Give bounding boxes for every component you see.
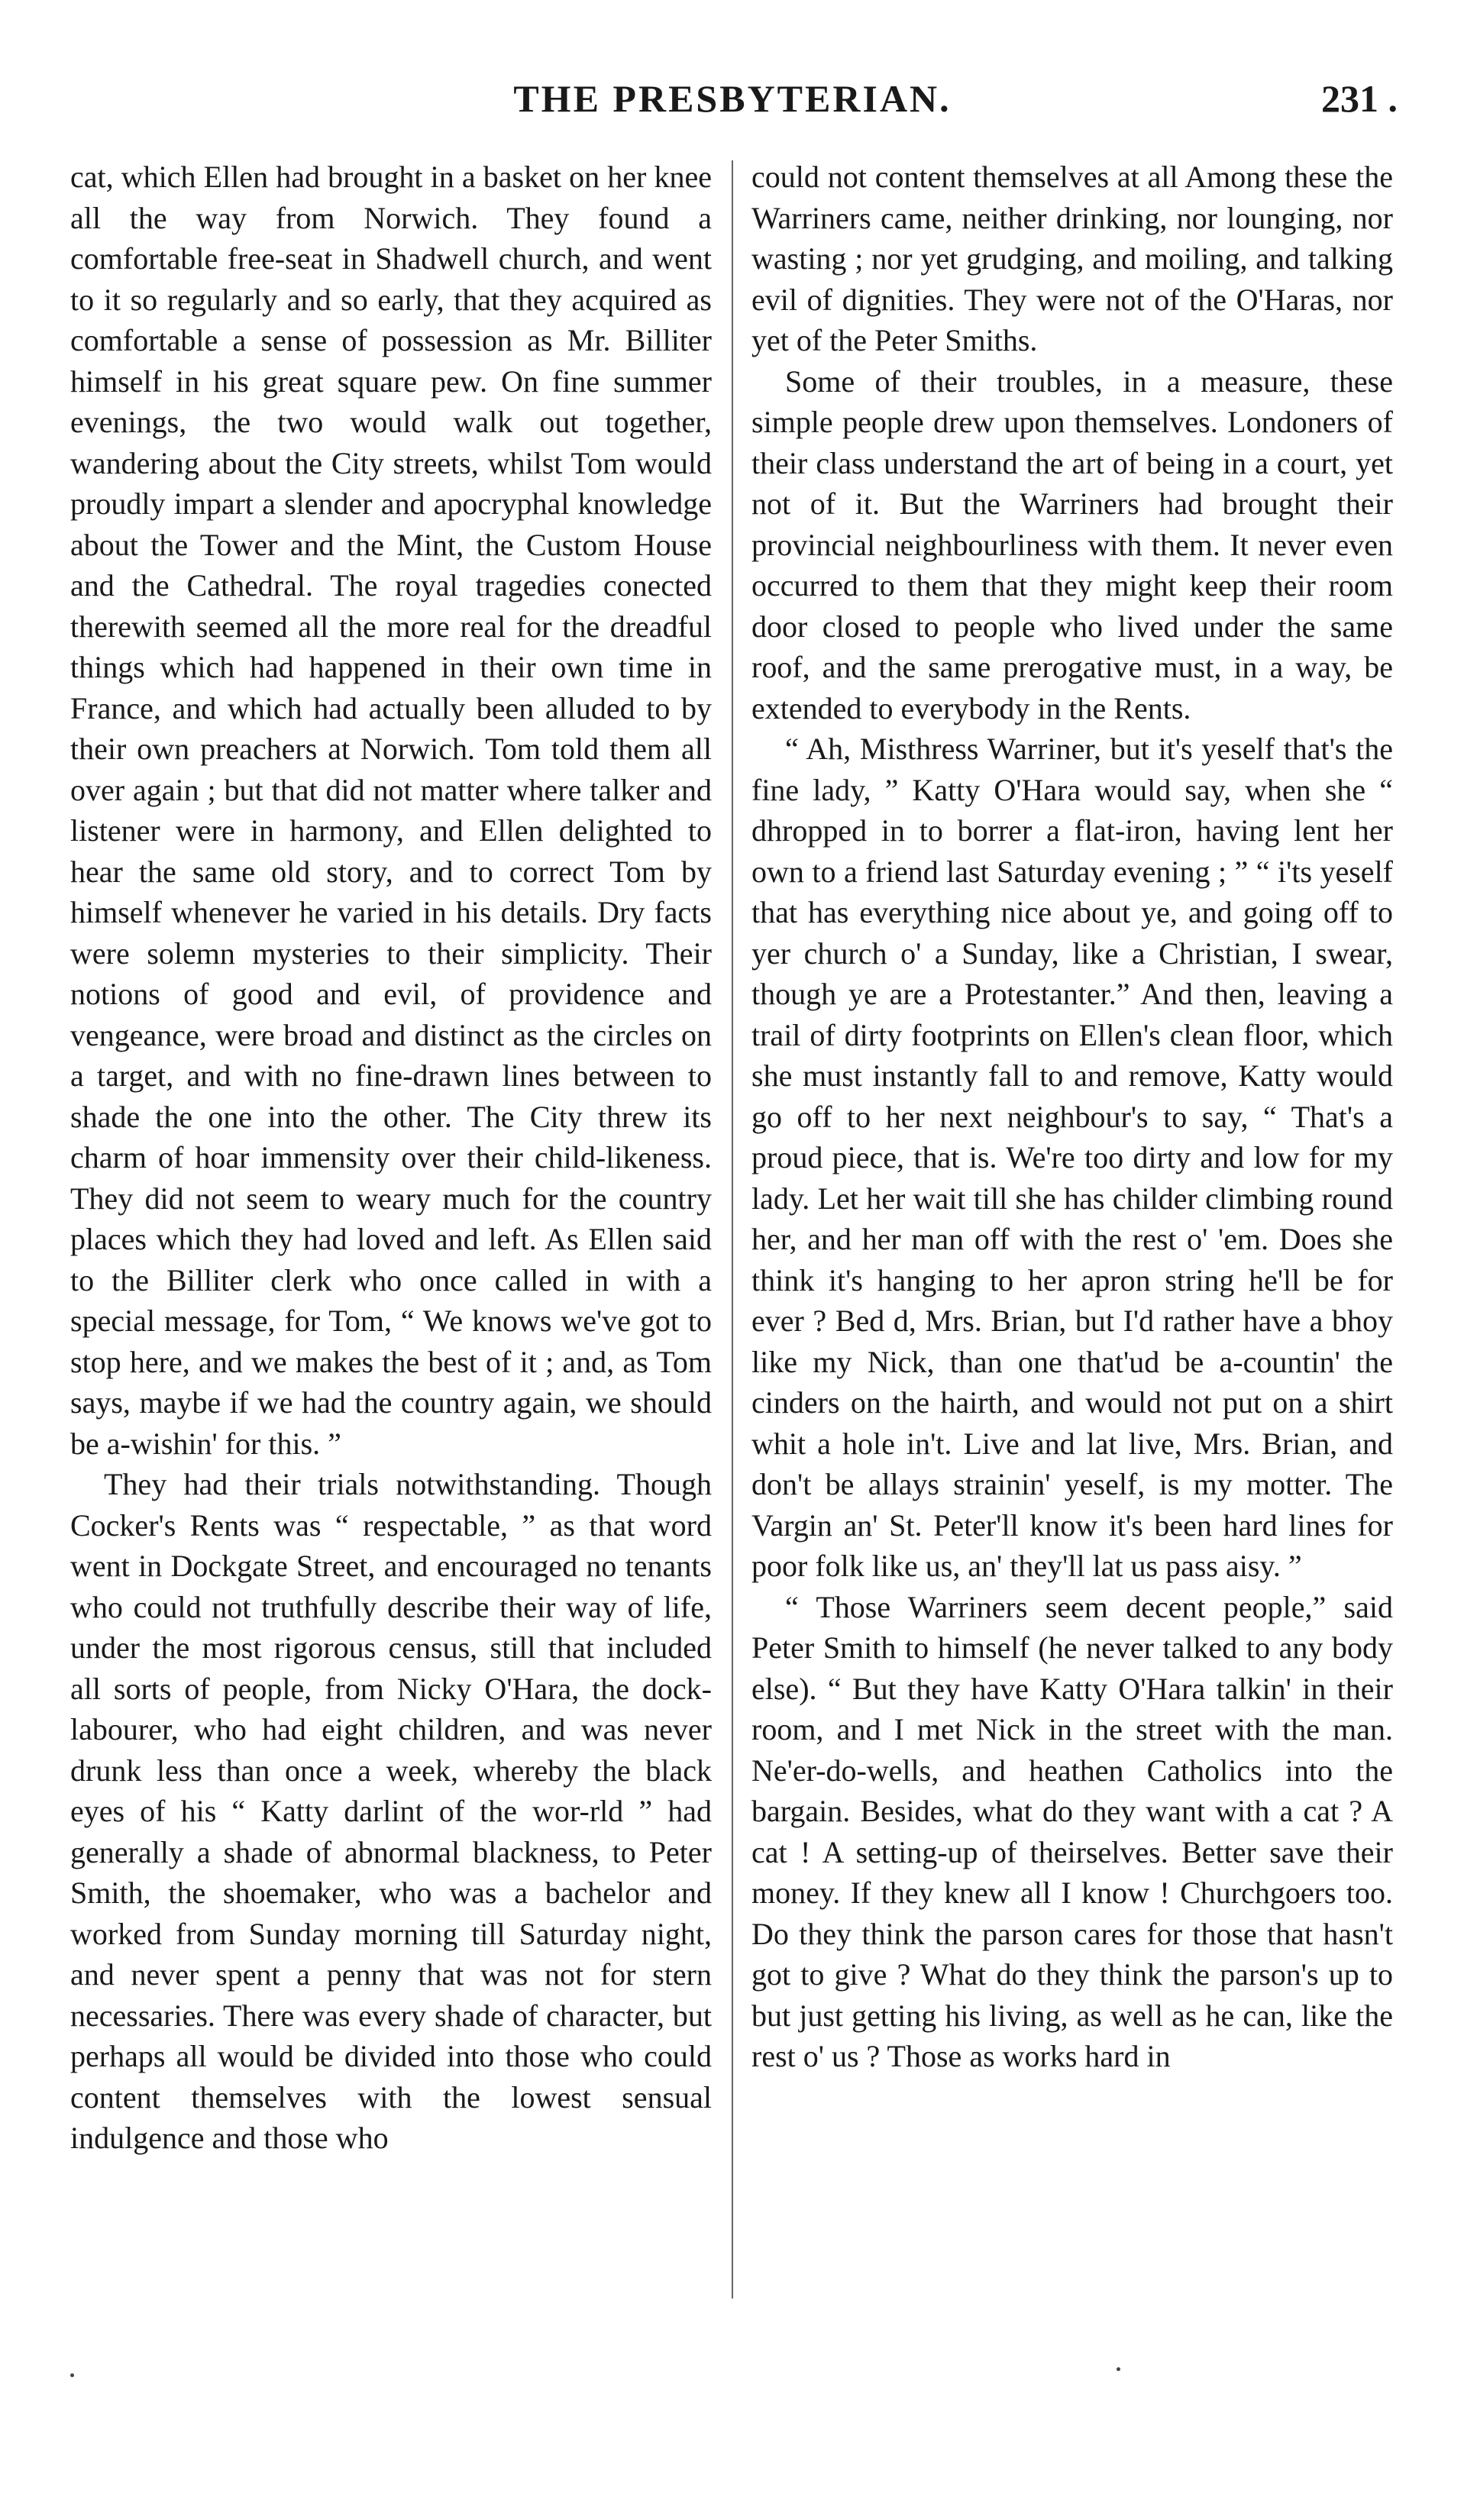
running-header xyxy=(67,76,1398,137)
paragraph: could not content themselves at all Among these the Warriners came, neither drinking, nor lounging, nor wasting ; nor yet grudging, and moiling, and talking evil of dignities. They were not of the O'Haras, nor yet of the Peter Smiths. xyxy=(751,160,1393,357)
column-rule xyxy=(732,160,733,2299)
journal-title: THE PRESBYTERIAN. xyxy=(513,77,952,120)
print-speck xyxy=(1117,2367,1120,2371)
right-column xyxy=(751,157,1393,2386)
paragraph: Some of their troubles, in a measure, these simple people drew upon themselves. Londoners of their class understand the art of being in a court, yet not of it. But the Warriners had brought their provincial neighbourliness with them. It never even occurred to them that they might keep their room door closed to people who lived under the same roof, and the same prerogative must, in a way, be extended to everybody in the Rents. xyxy=(751,363,1393,725)
page-number: 231 . xyxy=(1321,77,1398,120)
paragraph: “ Those Warriners seem decent people,” said Peter Smith to himself (he never talked to any body else). “ But they have Katty O'Hara talkin' in their room, and I met Nick in the street with the man. Ne'er-do-wells, and heathen Catholics into the bargain. Besides, what do they want with a cat ? A cat ! A setting-up of theirselves. Better save their money. If they knew all I know ! Churchgoers too. Do they think the parson cares for those that hasn't got to give ? What do they think the parson's up to but just getting his living, as well as he can, like the rest o' us ? Those as works hard in xyxy=(751,1589,1393,2073)
paragraph: cat, which Ellen had brought in a basket on her knee all the way from Norwich. They found a comfortable free-seat in Shadwell church, and went to it so regularly and so early, that they acquired as comfortable a sense of possession as Mr. Billiter himself in his great square pew. On fine summer evenings, the two would walk out together, wandering about the City streets, whilst Tom would proudly impart a slender and apocryphal knowledge about the Tower and the Mint, the Custom House and the Cathedral. The royal tragedies conected therewith seemed all the more real for the dreadful things which had happened in their own time in France, and which had actually been alluded to by their own preachers at Norwich. Tom told them all over again ; but that did not matter where talker and listener were in harmony, and Ellen delighted to hear the same old story, and to correct Tom by himself whenever he varied in his details. Dry facts were solemn mysteries to their simplicity. Their notions of good and evil, of providence and vengeance, were broad and distinct as the circles on a target, and with no fine-drawn lines between to shade the one into the other. The City threw its charm of hoar immensity over their child-likeness. They did not seem to weary much for the country places which they had loved and left. As Ellen said to the Billiter clerk who once called in with a special message, for Tom, “ We knows we've got to stop here, and we makes the best of it ; and, as Tom says, maybe if we had the country again, we should be a-wishin' for this. ” xyxy=(70,160,712,1461)
left-column xyxy=(70,157,712,2386)
paragraph: “ Ah, Misthress Warriner, but it's yeself that's the fine lady, ” Katty O'Hara would say, when she “ dhropped in to borrer a flat-iron, having lent her own to a friend last Saturday evening ; ” “ i'ts yeself that has everything nice about ye, and going off to yer church o' a Sunday, like a Christian, I swear, though ye are a Protestanter.” And then, leaving a trail of dirty footprints on Ellen's clean floor, which she must instantly fall to and remove, Katty would go off to her next neighbour's to say, “ That's a proud piece, that is. We're too dirty and low for my lady. Let her wait till she has childer climbing round her, and her man off with the rest o' 'em. Does she think it's hanging to her apron string he'll be for ever ? Bed d, Mrs. Brian, but I'd rather have a bhoy like my Nick, than one that'ud be a-countin' the cinders on the hairth, and would not put on a shirt whit a hole in't. Live and lat live, Mrs. Brian, and don't be allays strainin' yeself, is my motter. The Vargin an' St. Peter'll know it's been hard lines for poor folk like us, an' they'll lat us pass aisy. ” xyxy=(751,732,1393,1583)
paragraph: They had their trials notwithstanding. Though Cocker's Rents was “ respectable, ” as that word went in Dockgate Street, and encouraged no tenants who could not truthfully describe their way of life, under the most rigorous census, still that included all sorts of people, from Nicky O'Hara, the dock-labourer, who had eight children, and was never drunk less than once a week, whereby the black eyes of his “ Katty darlint of the wor-rld ” had generally a shade of abnormal blackness, to Peter Smith, the shoemaker, who was a bachelor and worked from Sunday morning till Saturday night, and never spent a penny that was not for stern necessaries. There was every shade of character, but perhaps all would be divided into those who could content themselves with the lowest sensual indulgence and those who xyxy=(70,1467,712,2155)
print-speck xyxy=(70,2373,74,2377)
